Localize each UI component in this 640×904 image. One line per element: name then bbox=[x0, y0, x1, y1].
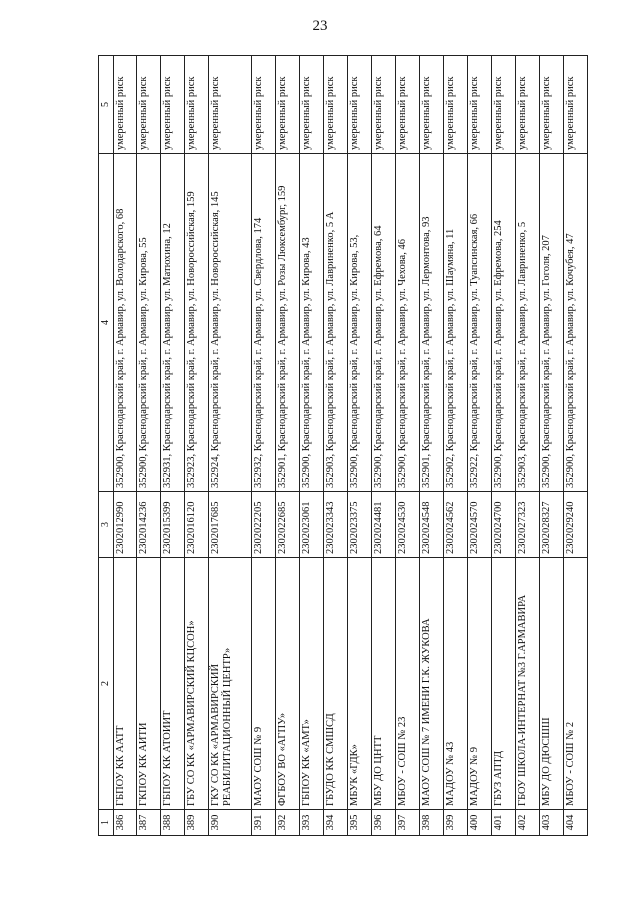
organization-name: МБОУ - СОШ № 23 bbox=[396, 558, 420, 810]
inn-cell: 2302017685 bbox=[209, 492, 252, 558]
inn-cell: 2302022205 bbox=[252, 492, 276, 558]
header-row bbox=[99, 56, 114, 836]
row-number: 397 bbox=[396, 810, 420, 836]
row-number: 387 bbox=[137, 810, 161, 836]
risk-category: умеренный риск bbox=[372, 56, 396, 154]
table-row bbox=[491, 56, 515, 836]
inn-cell: 2302012990 bbox=[113, 492, 137, 558]
table-row bbox=[348, 56, 372, 836]
address-cell: 352924, Краснодарский край, г. Армавир, ул. Новороссийская, 145 bbox=[209, 154, 252, 492]
address-cell: 352900, Краснодарский край, г. Армавир, ул. Гоголя, 207 bbox=[539, 154, 563, 492]
header-cell: 5 bbox=[99, 56, 114, 154]
address-cell: 352901, Краснодарский край, г. Армавир, ул. Розы Люксембург, 159 bbox=[276, 154, 300, 492]
risk-category: умеренный риск bbox=[468, 56, 492, 154]
organization-name: МАОУ СОШ № 7 ИМЕНИ Г.К. ЖУКОВА bbox=[420, 558, 444, 810]
organization-name: ГБПОУ КК ААТТ bbox=[113, 558, 137, 810]
inn-cell: 2302024700 bbox=[491, 492, 515, 558]
row-number: 398 bbox=[420, 810, 444, 836]
address-cell: 352922, Краснодарский край, г. Армавир, ул. Туапсинская, 66 bbox=[468, 154, 492, 492]
row-number: 404 bbox=[563, 810, 587, 836]
page-number: 23 bbox=[312, 18, 328, 34]
header-cell: 2 bbox=[99, 558, 114, 810]
row-number: 388 bbox=[161, 810, 185, 836]
address-cell: 352900, Краснодарский край, г. Армавир, ул. Кочубея, 47 bbox=[563, 154, 587, 492]
organization-name: МБУ ДО ДЮСШШ bbox=[539, 558, 563, 810]
inn-cell: 2302028327 bbox=[539, 492, 563, 558]
risk-category: умеренный риск bbox=[113, 56, 137, 154]
row-number: 401 bbox=[491, 810, 515, 836]
organization-name: МАДОУ № 43 bbox=[444, 558, 468, 810]
risk-category: умеренный риск bbox=[539, 56, 563, 154]
inn-cell: 2302024548 bbox=[420, 492, 444, 558]
organizations-table bbox=[98, 55, 588, 836]
address-cell: 352903, Краснодарский край, г. Армавир, ул. Лавриненко, 5 bbox=[515, 154, 539, 492]
address-cell: 352900, Краснодарский край, г. Армавир, ул. Володарского, 68 bbox=[113, 154, 137, 492]
address-cell: 352931, Краснодарский край, г. Армавир, ул. Матюхина, 12 bbox=[161, 154, 185, 492]
address-cell: 352900, Краснодарский край, г. Армавир, ул. Ефремова, 254 bbox=[491, 154, 515, 492]
table-row bbox=[444, 56, 468, 836]
row-number: 386 bbox=[113, 810, 137, 836]
table-row bbox=[137, 56, 161, 836]
row-number: 402 bbox=[515, 810, 539, 836]
header-cell: 1 bbox=[99, 810, 114, 836]
risk-category: умеренный риск bbox=[300, 56, 324, 154]
inn-cell: 2302024530 bbox=[396, 492, 420, 558]
organization-name: МАДОУ № 9 bbox=[468, 558, 492, 810]
organization-name: ГКУ СО КК «АРМАВИРСКИЙ РЕАБИЛИТАЦИОННЫЙ ЦЕНТР» bbox=[209, 558, 252, 810]
inn-cell: 2302029240 bbox=[563, 492, 587, 558]
row-number: 394 bbox=[324, 810, 348, 836]
inn-cell: 2302016120 bbox=[185, 492, 209, 558]
table-row bbox=[276, 56, 300, 836]
organization-name: ГБУДО КК СМШСД bbox=[324, 558, 348, 810]
table-row bbox=[515, 56, 539, 836]
address-cell: 352923, Краснодарский край, г. Армавир, ул. Новороссийская, 159 bbox=[185, 154, 209, 492]
inn-cell: 2302024570 bbox=[468, 492, 492, 558]
row-number: 400 bbox=[468, 810, 492, 836]
inn-cell: 2302024562 bbox=[444, 492, 468, 558]
risk-category: умеренный риск bbox=[563, 56, 587, 154]
organization-name: МАОУ СОШ № 9 bbox=[252, 558, 276, 810]
row-number: 393 bbox=[300, 810, 324, 836]
row-number: 390 bbox=[209, 810, 252, 836]
address-cell: 352900, Краснодарский край, г. Армавир, ул. Ефремова, 64 bbox=[372, 154, 396, 492]
inn-cell: 2302027323 bbox=[515, 492, 539, 558]
address-cell: 352900, Краснодарский край, г. Армавир, ул. Чехова, 46 bbox=[396, 154, 420, 492]
risk-category: умеренный риск bbox=[444, 56, 468, 154]
organization-name: ГБУ СО КК «АРМАВИРСКИЙ КЦСОН» bbox=[185, 558, 209, 810]
organization-name: ГБПОУ КК «АМТ» bbox=[300, 558, 324, 810]
row-number: 391 bbox=[252, 810, 276, 836]
risk-category: умеренный риск bbox=[185, 56, 209, 154]
inn-cell: 2302023061 bbox=[300, 492, 324, 558]
header-cell: 3 bbox=[99, 492, 114, 558]
rotated-table-frame bbox=[98, 56, 588, 836]
risk-category: умеренный риск bbox=[137, 56, 161, 154]
risk-category: умеренный риск bbox=[276, 56, 300, 154]
organization-name: ГБПОУ КК АТОИИТ bbox=[161, 558, 185, 810]
organization-name: МБУ ДО ЦНТТ bbox=[372, 558, 396, 810]
row-number: 389 bbox=[185, 810, 209, 836]
risk-category: умеренный риск bbox=[209, 56, 252, 154]
table-row bbox=[300, 56, 324, 836]
inn-cell: 2302014236 bbox=[137, 492, 161, 558]
address-cell: 352903, Краснодарский край, г. Армавир, ул. Лавриненко, 5 А bbox=[324, 154, 348, 492]
address-cell: 352901, Краснодарский край, г. Армавир, ул. Лермонтова, 93 bbox=[420, 154, 444, 492]
table-row bbox=[324, 56, 348, 836]
header-cell: 4 bbox=[99, 154, 114, 492]
inn-cell: 2302015399 bbox=[161, 492, 185, 558]
address-cell: 352902, Краснодарский край, г. Армавир, ул. Шаумяна, 11 bbox=[444, 154, 468, 492]
table-body bbox=[113, 56, 588, 836]
address-cell: 352932, Краснодарский край, г. Армавир, ул. Свердлова, 174 bbox=[252, 154, 276, 492]
risk-category: умеренный риск bbox=[324, 56, 348, 154]
organization-name: ГБОУ ШКОЛА-ИНТЕРНАТ №3 Г.АРМАВИРА bbox=[515, 558, 539, 810]
table-row bbox=[468, 56, 492, 836]
table-row bbox=[563, 56, 587, 836]
address-cell: 352900, Краснодарский край, г. Армавир, ул. Кирова, 53, bbox=[348, 154, 372, 492]
row-number: 395 bbox=[348, 810, 372, 836]
table-row bbox=[185, 56, 209, 836]
table-row bbox=[161, 56, 185, 836]
table-row bbox=[252, 56, 276, 836]
risk-category: умеренный риск bbox=[491, 56, 515, 154]
address-cell: 352900, Краснодарский край, г. Армавир, ул. Кирова, 55 bbox=[137, 154, 161, 492]
table-row bbox=[539, 56, 563, 836]
address-cell: 352900, Краснодарский край, г. Армавир, ул. Кирова, 43 bbox=[300, 154, 324, 492]
organization-name: ГБУЗ АПТД bbox=[491, 558, 515, 810]
row-number: 403 bbox=[539, 810, 563, 836]
risk-category: умеренный риск bbox=[161, 56, 185, 154]
table-row bbox=[396, 56, 420, 836]
organization-name: МБОУ - СОШ № 2 bbox=[563, 558, 587, 810]
organization-name: МБУК «ГДК» bbox=[348, 558, 372, 810]
inn-cell: 2302024481 bbox=[372, 492, 396, 558]
risk-category: умеренный риск bbox=[348, 56, 372, 154]
organization-name: ГКПОУ КК АИТИ bbox=[137, 558, 161, 810]
table-row bbox=[113, 56, 137, 836]
inn-cell: 2302023343 bbox=[324, 492, 348, 558]
risk-category: умеренный риск bbox=[396, 56, 420, 154]
organization-name: ФГБОУ ВО «АГПУ» bbox=[276, 558, 300, 810]
row-number: 399 bbox=[444, 810, 468, 836]
risk-category: умеренный риск bbox=[420, 56, 444, 154]
risk-category: умеренный риск bbox=[515, 56, 539, 154]
table-row bbox=[209, 56, 252, 836]
inn-cell: 2302022685 bbox=[276, 492, 300, 558]
risk-category: умеренный риск bbox=[252, 56, 276, 154]
table-row bbox=[420, 56, 444, 836]
row-number: 396 bbox=[372, 810, 396, 836]
inn-cell: 2302023375 bbox=[348, 492, 372, 558]
row-number: 392 bbox=[276, 810, 300, 836]
table-row bbox=[372, 56, 396, 836]
